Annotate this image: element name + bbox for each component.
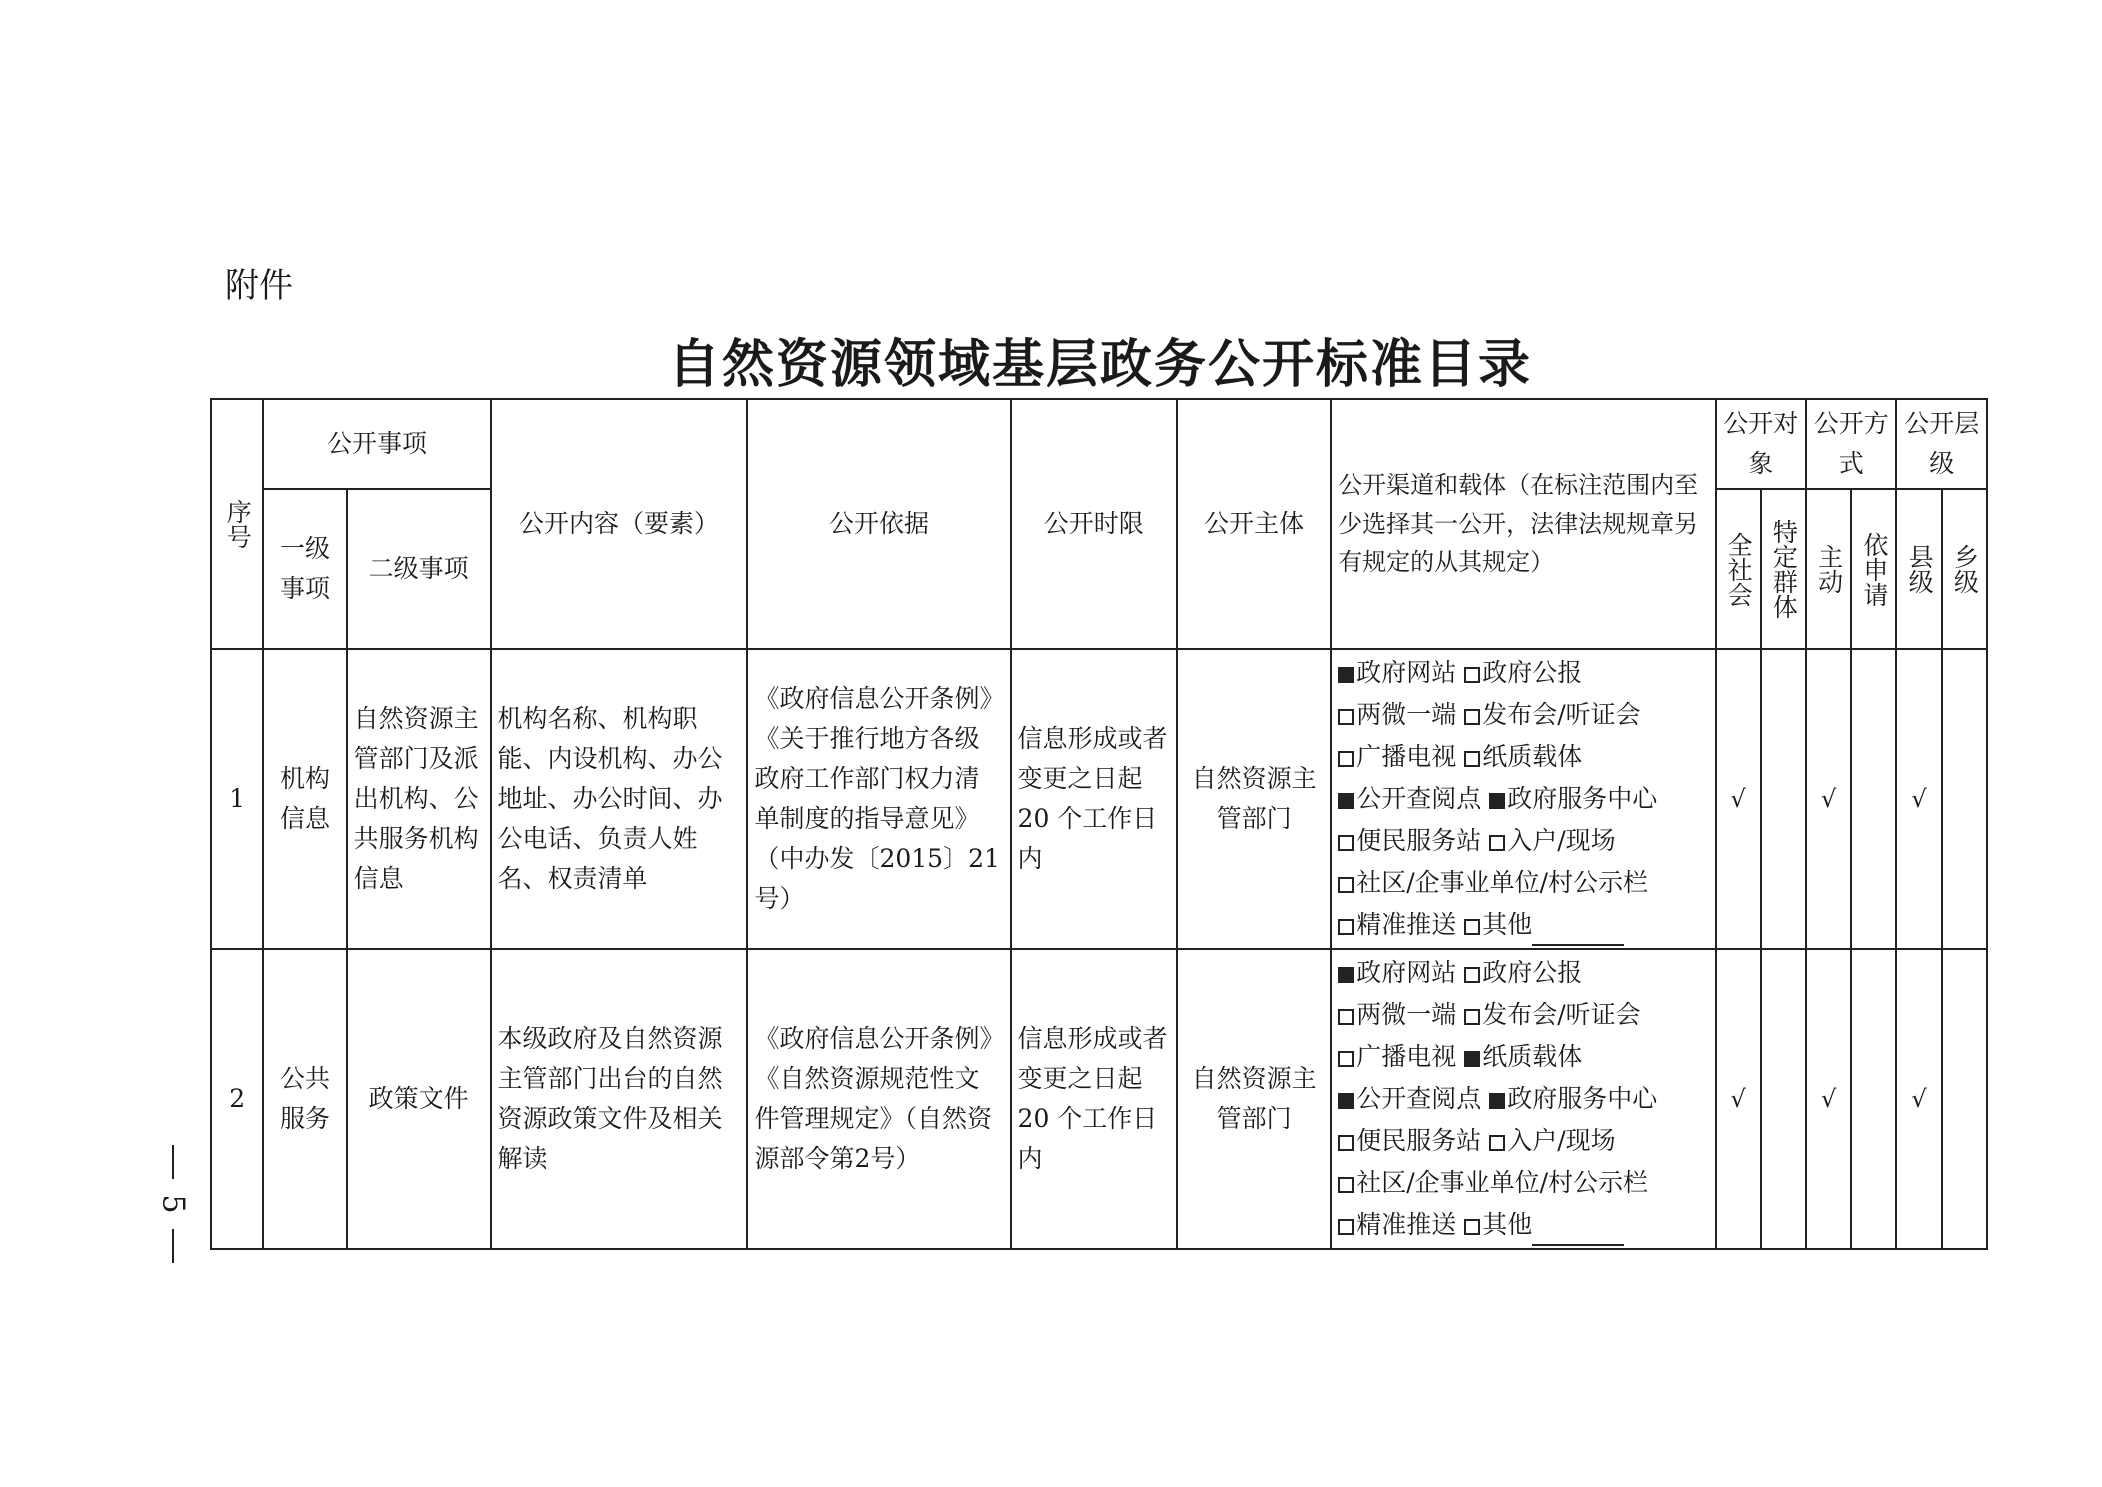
unchecked-box-icon xyxy=(1338,1177,1354,1193)
cell-basis: 《政府信息公开条例》《关于推行地方各级政府工作部门权力清单制度的指导意见》（中办发〔2015〕21号） xyxy=(747,649,1010,949)
channel-label: 精准推送 xyxy=(1356,910,1457,939)
channel-option xyxy=(1464,994,1640,1036)
cell-method-active: √ xyxy=(1806,649,1851,949)
channel-option xyxy=(1338,1162,1648,1204)
channel-option xyxy=(1338,862,1648,904)
cell-content: 机构名称、机构职能、内设机构、办公地址、办公时间、办公电话、负责人姓名、权责清单 xyxy=(491,649,748,949)
channel-line xyxy=(1338,952,1708,994)
cell-level1: 公共服务 xyxy=(263,949,346,1249)
unchecked-box-icon xyxy=(1464,919,1480,935)
channel-label: 社区/企事业单位/村公示栏 xyxy=(1356,1168,1649,1197)
cell-seq: 2 xyxy=(211,949,263,1249)
cell-level1: 机构信息 xyxy=(263,649,346,949)
cell-level-township xyxy=(1942,949,1987,1249)
channel-option xyxy=(1338,736,1456,778)
channel-label: 政府网站 xyxy=(1356,658,1457,687)
cell-method-request xyxy=(1851,949,1896,1249)
cell-channels xyxy=(1331,649,1715,949)
channel-label: 入户/现场 xyxy=(1507,826,1616,855)
channel-option xyxy=(1338,1120,1481,1162)
cell-method-active: √ xyxy=(1806,949,1851,1249)
header-seq: 序号 xyxy=(211,399,263,649)
cell-target-specific xyxy=(1761,949,1806,1249)
channel-option xyxy=(1464,1204,1624,1246)
cell-target-specific xyxy=(1761,649,1806,949)
channel-line xyxy=(1338,652,1708,694)
header-content: 公开内容（要素） xyxy=(491,399,748,649)
header-method-request: 依申请 xyxy=(1851,489,1896,649)
unchecked-box-icon xyxy=(1338,877,1354,893)
cell-seq: 1 xyxy=(211,649,263,949)
header-basis: 公开依据 xyxy=(747,399,1010,649)
channel-label: 政府公报 xyxy=(1482,658,1583,687)
cell-level-county: √ xyxy=(1896,649,1941,949)
unchecked-box-icon xyxy=(1464,1009,1480,1025)
channel-option xyxy=(1338,904,1456,946)
fill-in-blank xyxy=(1532,1222,1624,1246)
cell-level2: 自然资源主管部门及派出机构、公共服务机构信息 xyxy=(347,649,491,949)
channel-label: 其他 xyxy=(1482,910,1533,939)
header-method: 公开方式 xyxy=(1806,399,1896,489)
channel-line xyxy=(1338,778,1708,820)
channel-label: 纸质载体 xyxy=(1482,1042,1583,1071)
channel-option xyxy=(1464,694,1640,736)
header-level2: 二级事项 xyxy=(347,489,491,649)
header-target: 公开对象 xyxy=(1716,399,1806,489)
channel-label: 社区/企事业单位/村公示栏 xyxy=(1356,868,1649,897)
channel-label: 政府服务中心 xyxy=(1507,1084,1658,1113)
cell-subject: 自然资源主管部门 xyxy=(1177,649,1331,949)
cell-basis: 《政府信息公开条例》《自然资源规范性文件管理规定》（自然资源部令第2号） xyxy=(747,949,1010,1249)
channel-label: 政府网站 xyxy=(1356,958,1457,987)
channel-label: 公开查阅点 xyxy=(1356,784,1482,813)
channel-option xyxy=(1338,994,1456,1036)
channel-option xyxy=(1338,778,1481,820)
header-level-township: 乡级 xyxy=(1942,489,1987,649)
channel-label: 纸质载体 xyxy=(1482,742,1583,771)
channel-line xyxy=(1338,904,1708,946)
channel-line xyxy=(1338,820,1708,862)
unchecked-box-icon xyxy=(1338,835,1354,851)
channel-label: 精准推送 xyxy=(1356,1210,1457,1239)
page-number-dash-top xyxy=(172,1145,174,1179)
channel-option xyxy=(1489,778,1657,820)
channel-label: 广播电视 xyxy=(1356,742,1457,771)
channel-line xyxy=(1338,1120,1708,1162)
channel-label: 入户/现场 xyxy=(1507,1126,1616,1155)
header-time-limit: 公开时限 xyxy=(1011,399,1177,649)
channel-label: 两微一端 xyxy=(1356,1000,1457,1029)
cell-subject: 自然资源主管部门 xyxy=(1177,949,1331,1249)
channel-label: 广播电视 xyxy=(1356,1042,1457,1071)
channel-label: 政府公报 xyxy=(1482,958,1583,987)
channel-option xyxy=(1338,1078,1481,1120)
page-number xyxy=(155,1145,191,1263)
cell-time-limit: 信息形成或者变更之日起 20 个工作日内 xyxy=(1011,649,1177,949)
cell-method-request xyxy=(1851,649,1896,949)
channel-line xyxy=(1338,736,1708,778)
channel-option xyxy=(1464,652,1582,694)
channel-label: 两微一端 xyxy=(1356,700,1457,729)
channel-line xyxy=(1338,1204,1708,1246)
table-row xyxy=(211,949,1987,1249)
channel-line xyxy=(1338,994,1708,1036)
header-level-county: 县级 xyxy=(1896,489,1941,649)
unchecked-box-icon xyxy=(1338,751,1354,767)
document-title: 自然资源领域基层政务公开标准目录 xyxy=(667,334,1532,395)
table-row xyxy=(211,649,1987,949)
attachment-label: 附件 xyxy=(225,266,293,306)
channel-label: 公开查阅点 xyxy=(1356,1084,1482,1113)
page-number-dash-bottom xyxy=(172,1229,174,1263)
channel-option xyxy=(1464,1036,1582,1078)
checked-box-icon xyxy=(1338,967,1354,983)
channel-label: 其他 xyxy=(1482,1210,1533,1239)
channel-label: 便民服务站 xyxy=(1356,1126,1482,1155)
unchecked-box-icon xyxy=(1464,1219,1480,1235)
catalog-table xyxy=(210,398,1988,1250)
fill-in-blank xyxy=(1532,922,1624,946)
cell-level-township xyxy=(1942,649,1987,949)
unchecked-box-icon xyxy=(1338,1009,1354,1025)
cell-level2: 政策文件 xyxy=(347,949,491,1249)
unchecked-box-icon xyxy=(1464,667,1480,683)
unchecked-box-icon xyxy=(1338,1051,1354,1067)
unchecked-box-icon xyxy=(1464,751,1480,767)
header-level1: 一级事项 xyxy=(263,489,346,649)
channel-line xyxy=(1338,1162,1708,1204)
cell-channels xyxy=(1331,949,1715,1249)
unchecked-box-icon xyxy=(1338,1219,1354,1235)
channel-label: 政府服务中心 xyxy=(1507,784,1658,813)
checked-box-icon xyxy=(1489,793,1505,809)
channel-option xyxy=(1489,1078,1657,1120)
channel-line xyxy=(1338,1036,1708,1078)
channel-label: 发布会/听证会 xyxy=(1482,700,1641,729)
unchecked-box-icon xyxy=(1338,1135,1354,1151)
checked-box-icon xyxy=(1338,793,1354,809)
checked-box-icon xyxy=(1489,1093,1505,1109)
channel-option xyxy=(1338,952,1456,994)
channel-line xyxy=(1338,694,1708,736)
header-target-all: 全社会 xyxy=(1716,489,1761,649)
checked-box-icon xyxy=(1338,1093,1354,1109)
channel-option xyxy=(1489,820,1615,862)
cell-time-limit: 信息形成或者变更之日起 20 个工作日内 xyxy=(1011,949,1177,1249)
channel-option xyxy=(1338,1036,1456,1078)
unchecked-box-icon xyxy=(1464,967,1480,983)
header-subject: 公开主体 xyxy=(1177,399,1331,649)
checked-box-icon xyxy=(1464,1051,1480,1067)
cell-level-county: √ xyxy=(1896,949,1941,1249)
channel-option xyxy=(1489,1120,1615,1162)
channel-label: 发布会/听证会 xyxy=(1482,1000,1641,1029)
unchecked-box-icon xyxy=(1338,709,1354,725)
channel-option xyxy=(1464,904,1624,946)
page-number-text: 5 xyxy=(156,1194,191,1214)
channel-option xyxy=(1338,652,1456,694)
unchecked-box-icon xyxy=(1338,919,1354,935)
channel-option xyxy=(1338,694,1456,736)
header-item-group: 公开事项 xyxy=(263,399,490,489)
channel-option xyxy=(1464,952,1582,994)
channel-option xyxy=(1338,820,1481,862)
channel-line xyxy=(1338,1078,1708,1120)
header-level: 公开层级 xyxy=(1896,399,1987,489)
header-method-active: 主动 xyxy=(1806,489,1851,649)
header-channels: 公开渠道和载体（在标注范围内至少选择其一公开，法律法规规章另有规定的从其规定） xyxy=(1331,399,1715,649)
cell-content: 本级政府及自然资源主管部门出台的自然资源政策文件及相关解读 xyxy=(491,949,748,1249)
channel-label: 便民服务站 xyxy=(1356,826,1482,855)
unchecked-box-icon xyxy=(1489,835,1505,851)
cell-target-all: √ xyxy=(1716,649,1761,949)
checked-box-icon xyxy=(1338,667,1354,683)
header-target-specific: 特定群体 xyxy=(1761,489,1806,649)
channel-line xyxy=(1338,862,1708,904)
cell-target-all: √ xyxy=(1716,949,1761,1249)
unchecked-box-icon xyxy=(1489,1135,1505,1151)
channel-option xyxy=(1464,736,1582,778)
unchecked-box-icon xyxy=(1464,709,1480,725)
channel-option xyxy=(1338,1204,1456,1246)
